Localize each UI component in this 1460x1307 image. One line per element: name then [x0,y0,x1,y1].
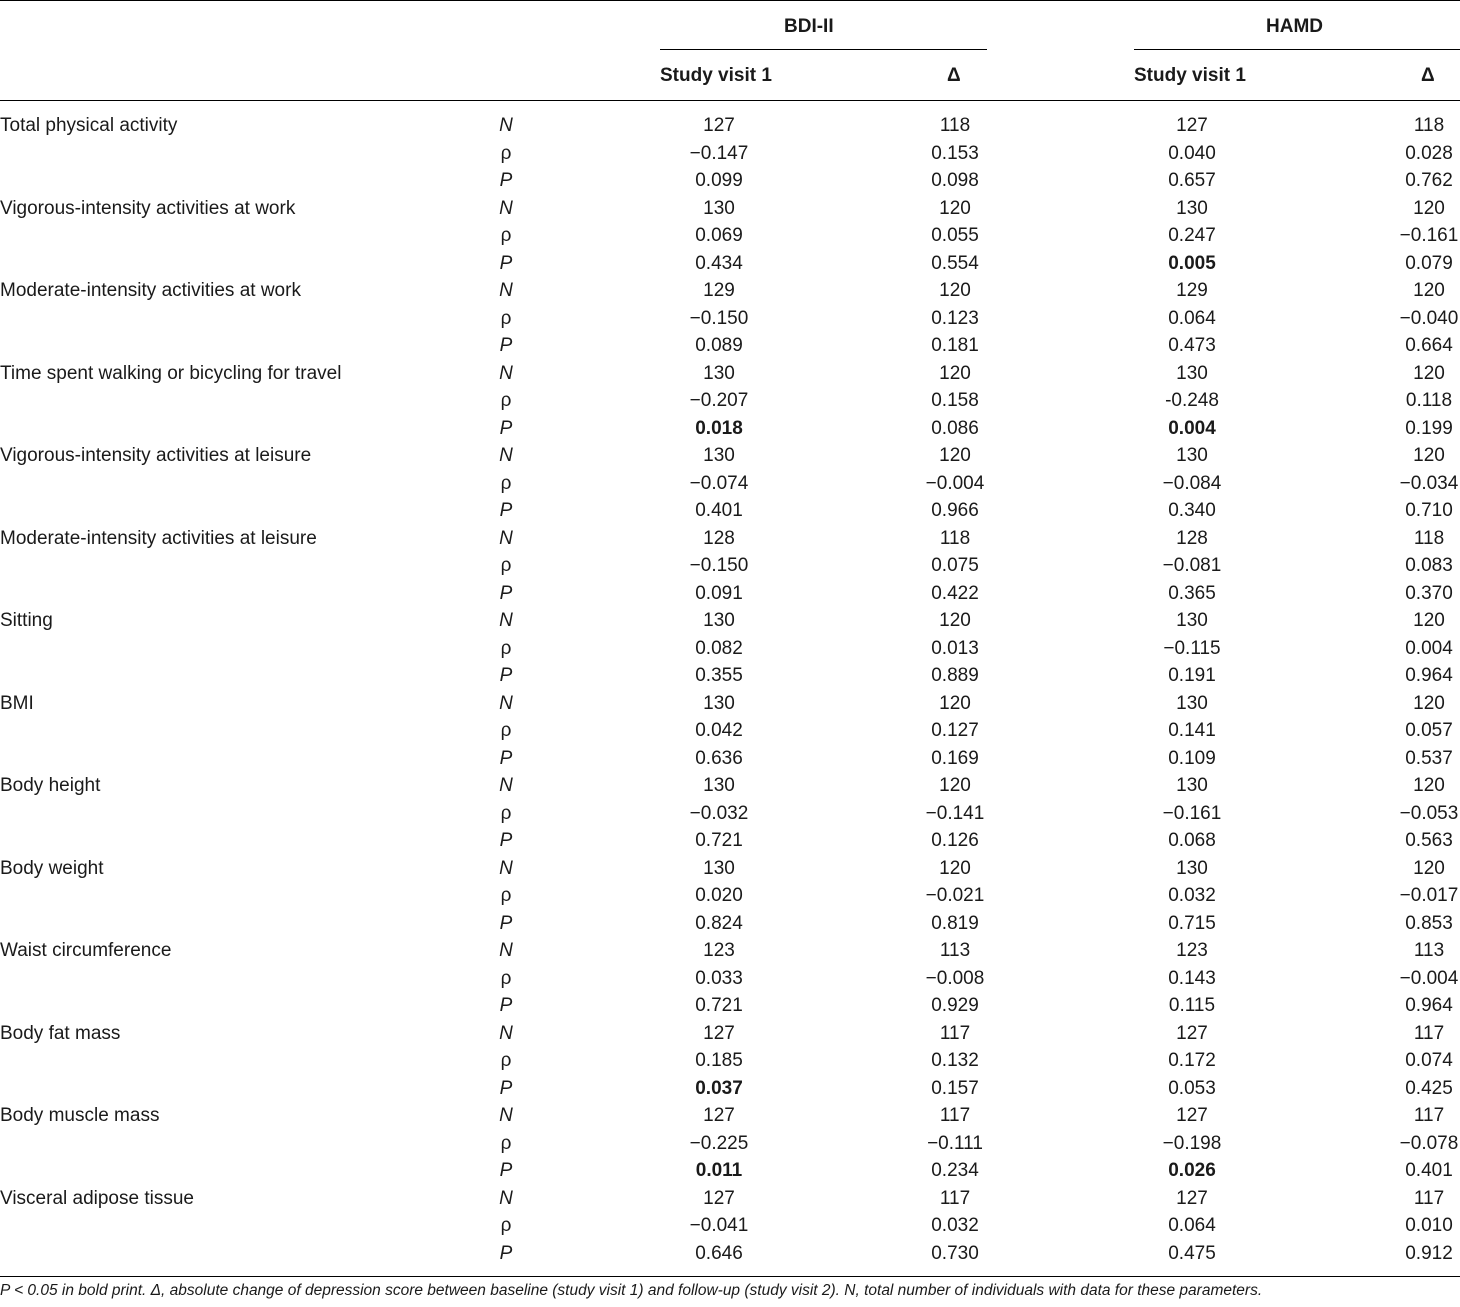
row-stat: ρ [500,1050,512,1071]
value-cell: −0.008 [925,967,985,989]
value-cell: 128 [703,527,735,549]
value-cell: 0.123 [931,307,979,329]
value-cell: 0.082 [695,637,743,659]
value-cell: −0.040 [1399,307,1459,329]
value-cell: 0.247 [1168,225,1216,246]
value-cell: 120 [939,362,971,384]
value-cell: 118 [939,115,971,136]
table-row [0,140,1460,168]
row-stat: ρ [500,1215,512,1236]
value-cell: 0.126 [931,830,979,851]
table-row [0,580,1460,608]
value-cell: 120 [1413,280,1445,301]
value-cell: −0.078 [1399,1132,1459,1154]
value-cell: 120 [1413,362,1445,384]
value-cell: 0.109 [1168,747,1216,769]
row-stat: N [499,610,513,631]
value-cell: 0.074 [1405,1050,1453,1071]
value-cell: 127 [703,1022,735,1044]
value-cell: 120 [939,692,971,714]
value-cell: 130 [703,197,735,219]
value-cell: 0.143 [1168,967,1216,989]
row-stat: P [499,500,513,521]
value-cell: 0.199 [1405,417,1453,439]
value-cell: 0.425 [1405,1077,1453,1099]
value-cell: 0.715 [1168,912,1216,934]
row-stat: P [499,582,513,604]
table-row [0,772,1460,800]
group-rule-hamd [1134,49,1460,50]
value-cell: 0.004 [1405,637,1453,659]
value-cell: −0.004 [925,472,985,494]
value-cell: 123 [703,940,735,961]
table-row [0,635,1460,663]
row-stat: N [499,362,513,384]
value-cell: 130 [1176,610,1208,631]
bottom-rule [0,1276,1460,1277]
row-label: Total physical activity [0,115,178,136]
value-cell: 0.037 [695,1077,743,1099]
value-cell: −0.004 [1399,967,1459,989]
table-row [0,360,1460,388]
value-cell: 130 [1176,692,1208,714]
table-row [0,1240,1460,1268]
value-cell: 120 [939,445,971,466]
value-cell: 0.721 [695,830,743,851]
value-cell: 130 [703,775,735,796]
value-cell: 0.099 [695,170,743,191]
row-label: Body muscle mass [0,1105,160,1126]
value-cell: 120 [939,775,971,796]
value-cell: 0.040 [1168,142,1216,164]
value-cell: 123 [1176,940,1208,961]
value-cell: 120 [1413,692,1445,714]
top-rule [0,0,1460,1]
value-cell: 130 [1176,857,1208,879]
value-cell: 0.011 [695,1160,743,1181]
value-cell: 130 [1176,775,1208,796]
value-cell: 0.158 [931,390,979,411]
row-stat: P [499,912,513,934]
value-cell: 0.657 [1168,170,1216,191]
value-cell: 0.365 [1168,582,1216,604]
value-cell: 127 [1176,1022,1208,1044]
table-row [0,1020,1460,1048]
value-cell: −0.053 [1399,802,1459,824]
value-cell: 127 [703,1105,735,1126]
value-cell: −0.150 [689,307,749,329]
row-stat: N [499,857,513,879]
value-cell: 127 [703,115,735,136]
value-cell: −0.207 [689,390,749,411]
table-row [0,1075,1460,1103]
value-cell: 0.053 [1168,1077,1216,1099]
table-row [0,442,1460,470]
table-row [0,415,1460,443]
value-cell: 0.028 [1405,142,1453,164]
value-cell: 127 [1176,115,1208,136]
row-label: Vigorous-intensity activities at work [0,197,296,219]
value-cell: 0.013 [931,637,979,659]
value-cell: 0.055 [931,225,979,246]
table-row [0,552,1460,580]
value-cell: 117 [939,1022,971,1044]
value-cell: 127 [703,1187,735,1209]
value-cell: 0.079 [1405,252,1453,274]
value-cell: 0.434 [695,252,743,274]
value-cell: 0.185 [695,1050,743,1071]
row-label: Moderate-intensity activities at work [0,280,301,301]
table-row [0,745,1460,773]
row-stat: ρ [500,720,512,741]
value-cell: −0.111 [927,1132,983,1154]
value-cell: 0.912 [1405,1242,1453,1264]
value-cell: 0.554 [931,252,979,274]
table-row [0,662,1460,690]
table-row [0,250,1460,278]
table-row [0,800,1460,828]
row-stat: P [499,335,513,356]
value-cell: 0.824 [695,912,743,934]
table-row [0,910,1460,938]
value-cell: 0.636 [695,747,743,769]
row-label: Time spent walking or bicycling for travel [0,362,342,384]
value-cell: −0.021 [925,885,985,906]
row-stat: N [499,1105,513,1126]
row-stat: N [499,940,513,961]
table-row [0,992,1460,1020]
value-cell: 0.115 [1168,995,1216,1016]
header-bdi-delta: Δ [947,65,961,86]
row-stat: N [499,527,513,549]
value-cell: -0.248 [1165,390,1219,411]
value-cell: 0.401 [695,500,743,521]
value-cell: 118 [939,527,971,549]
value-cell: 0.153 [931,142,979,164]
value-cell: 120 [939,610,971,631]
table-row [0,195,1460,223]
value-cell: 117 [939,1105,971,1126]
value-cell: 127 [1176,1105,1208,1126]
row-stat: N [499,197,513,219]
value-cell: 0.157 [931,1077,979,1099]
row-stat: N [499,775,513,796]
value-cell: 0.664 [1405,335,1453,356]
table-footnote: P < 0.05 in bold print. Δ, absolute change of depression score between baseline (study visit 1) and follow-up (study visit 2). N, total number of individuals with data for these parameters. [0,1282,1263,1299]
table-row [0,112,1460,140]
value-cell: −0.084 [1162,472,1222,494]
table-row [0,1130,1460,1158]
value-cell: 0.889 [931,665,979,686]
value-cell: 0.068 [1168,830,1216,851]
table-row [0,167,1460,195]
value-cell: 0.966 [931,500,979,521]
value-cell: 120 [1413,857,1445,879]
row-stat: P [499,417,513,439]
value-cell: 129 [703,280,735,301]
value-cell: 117 [939,1187,971,1209]
value-cell: −0.032 [689,802,749,824]
row-stat: ρ [500,472,512,494]
value-cell: 0.646 [695,1242,743,1264]
table-row [0,387,1460,415]
table-row [0,1102,1460,1130]
row-label: Body height [0,775,101,796]
row-stat: P [499,1160,513,1181]
value-cell: 0.091 [695,582,743,604]
header-hamd-delta: Δ [1421,65,1435,86]
table-row [0,827,1460,855]
row-stat: ρ [500,555,512,576]
value-cell: 0.064 [1168,307,1216,329]
value-cell: 128 [1176,527,1208,549]
value-cell: 0.191 [1168,665,1216,686]
table-row [0,332,1460,360]
value-cell: 0.710 [1405,500,1453,521]
value-cell: 130 [1176,362,1208,384]
table-row [0,470,1460,498]
value-cell: −0.198 [1162,1132,1222,1154]
table-row [0,1157,1460,1185]
row-stat: P [499,665,513,686]
table-row [0,1185,1460,1213]
header-group-hamd: HAMD [1266,16,1323,37]
value-cell: 130 [703,857,735,879]
value-cell: −0.161 [1162,802,1222,824]
value-cell: 0.033 [695,967,743,989]
value-cell: 0.172 [1168,1050,1216,1071]
value-cell: 120 [1413,197,1445,219]
value-cell: 130 [703,610,735,631]
value-cell: 120 [1413,445,1445,466]
row-stat: N [499,445,513,466]
value-cell: 0.089 [695,335,743,356]
value-cell: 118 [1413,527,1445,549]
row-stat: P [499,252,513,274]
value-cell: 0.064 [1168,1215,1216,1236]
value-cell: 0.057 [1405,720,1453,741]
value-cell: 130 [1176,197,1208,219]
row-label: Moderate-intensity activities at leisure [0,527,317,549]
row-label: BMI [0,692,34,714]
row-stat: ρ [500,1132,512,1154]
value-cell: 0.964 [1405,665,1453,686]
row-label: Body weight [0,857,104,879]
value-cell: −0.115 [1163,637,1221,659]
value-cell: 0.929 [931,995,979,1016]
value-cell: 113 [1413,940,1445,961]
row-stat: ρ [500,142,512,164]
value-cell: 0.537 [1405,747,1453,769]
header-rule [0,100,1460,101]
value-cell: −0.074 [689,472,749,494]
value-cell: −0.081 [1162,555,1222,576]
row-stat: P [499,1077,513,1099]
value-cell: 0.132 [931,1050,979,1071]
value-cell: −0.150 [689,555,749,576]
table-row [0,1212,1460,1240]
table-row [0,690,1460,718]
row-stat: N [499,692,513,714]
value-cell: 0.004 [1168,417,1216,439]
value-cell: 130 [703,362,735,384]
row-stat: N [499,280,513,301]
value-cell: 130 [703,445,735,466]
header-hamd-study-visit: Study visit 1 [1134,65,1246,86]
row-stat: P [499,747,513,769]
value-cell: 0.042 [695,720,743,741]
value-cell: 0.853 [1405,912,1453,934]
value-cell: 0.005 [1168,252,1216,274]
table-row [0,1047,1460,1075]
row-label: Visceral adipose tissue [0,1187,194,1209]
value-cell: 0.234 [931,1160,979,1181]
table-row [0,855,1460,883]
row-label: Vigorous-intensity activities at leisure [0,445,312,466]
value-cell: 0.475 [1168,1242,1216,1264]
header-group-bdi: BDI-II [784,16,834,37]
value-cell: 117 [1413,1022,1445,1044]
value-cell: 120 [939,197,971,219]
value-cell: 130 [703,692,735,714]
value-cell: 130 [1176,445,1208,466]
value-cell: 0.075 [931,555,979,576]
value-cell: 0.086 [931,417,979,439]
value-cell: 117 [1413,1105,1445,1126]
row-stat: N [499,1187,513,1209]
row-stat: P [499,170,513,191]
table-row [0,717,1460,745]
value-cell: 0.730 [931,1242,979,1264]
value-cell: 0.026 [1168,1160,1216,1181]
value-cell: 0.401 [1405,1160,1453,1181]
value-cell: 0.069 [695,225,743,246]
row-label: Body fat mass [0,1022,121,1044]
value-cell: 0.422 [931,582,979,604]
value-cell: −0.161 [1399,225,1459,246]
table-row [0,882,1460,910]
value-cell: 0.964 [1405,995,1453,1016]
row-stat: ρ [500,967,512,989]
value-cell: 0.563 [1405,830,1453,851]
value-cell: 0.032 [931,1215,979,1236]
table-row [0,497,1460,525]
row-stat: ρ [500,637,512,659]
value-cell: 0.118 [1405,390,1453,411]
value-cell: 0.473 [1168,335,1216,356]
table-row [0,607,1460,635]
value-cell: 129 [1176,280,1208,301]
value-cell: 120 [1413,610,1445,631]
value-cell: 0.819 [931,912,979,934]
value-cell: −0.041 [689,1215,749,1236]
row-label: Sitting [0,610,53,631]
row-stat: N [499,115,513,136]
value-cell: 0.020 [695,885,743,906]
value-cell: −0.034 [1399,472,1459,494]
table-body [0,112,1460,1267]
value-cell: 0.355 [695,665,743,686]
value-cell: 117 [1413,1187,1445,1209]
value-cell: 118 [1413,115,1445,136]
value-cell: 120 [939,857,971,879]
row-stat: P [499,995,513,1016]
value-cell: 0.141 [1168,720,1216,741]
value-cell: −0.141 [925,802,985,824]
group-rule-bdi [660,49,987,50]
table-row [0,305,1460,333]
value-cell: 0.721 [695,995,743,1016]
row-stat: ρ [500,307,512,329]
header-bdi-study-visit: Study visit 1 [660,65,772,86]
value-cell: 0.098 [931,170,979,191]
row-stat: P [499,1242,513,1264]
value-cell: 120 [1413,775,1445,796]
row-label: Waist circumference [0,940,172,961]
value-cell: 0.169 [931,747,979,769]
value-cell: 0.370 [1405,582,1453,604]
value-cell: 0.083 [1405,555,1453,576]
value-cell: −0.017 [1399,885,1459,906]
value-cell: 0.032 [1168,885,1216,906]
value-cell: 0.010 [1405,1215,1453,1236]
table-row [0,277,1460,305]
value-cell: 0.340 [1168,500,1216,521]
table-row [0,525,1460,553]
value-cell: 0.127 [931,720,979,741]
table-row [0,222,1460,250]
row-stat: ρ [500,802,512,824]
table-row [0,965,1460,993]
row-stat: P [499,830,513,851]
row-stat: ρ [500,885,512,906]
row-stat: N [499,1022,513,1044]
value-cell: 113 [939,940,971,961]
value-cell: −0.147 [689,142,749,164]
row-stat: ρ [500,390,512,411]
table-row [0,937,1460,965]
value-cell: 120 [939,280,971,301]
value-cell: 0.018 [695,417,743,439]
value-cell: 0.762 [1405,170,1453,191]
row-stat: ρ [500,225,512,246]
value-cell: 0.181 [931,335,979,356]
value-cell: −0.225 [689,1132,749,1154]
value-cell: 127 [1176,1187,1208,1209]
